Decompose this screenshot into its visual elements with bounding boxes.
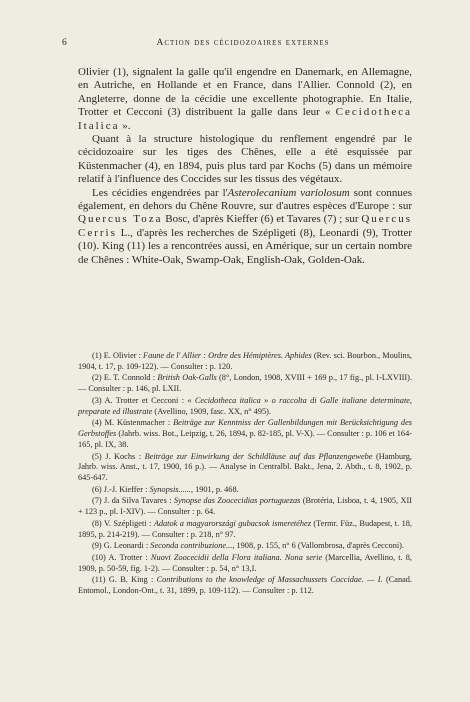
footnote-text: (9) G. Leonardi : xyxy=(92,541,151,551)
footnote-text: (3) A. Trotter et Cecconi : « xyxy=(92,395,195,405)
footnote-text: (10) A. Trotter : xyxy=(92,552,151,562)
page-number: 6 xyxy=(62,38,67,48)
footnote-title: British Oak-Galls xyxy=(157,373,217,383)
footnote-title: Synopsis...... xyxy=(149,484,191,494)
footnote-title: Cecidotheca italica xyxy=(194,395,261,405)
footnote-title: Nuovi Zoocecidii della Flora italiana. Nona serie xyxy=(150,552,323,562)
footnote-text: (2) E. T. Connold : xyxy=(92,373,158,383)
footnote-text: (4) M. Küstenmacher : xyxy=(92,418,174,428)
footnote xyxy=(78,553,412,575)
footnote-text: (Brotéria, Lisboa, t. 4, 1905, XII + 123 p., pl. I-XIV). — Consulter : p. 64. xyxy=(78,496,412,517)
footnote-text: (Marcellia, Avellino, t. 8, 1909, p. 50-59, fig. 1-2). — Consulter : p. 54, n° 13,I. xyxy=(78,552,412,573)
footnote xyxy=(78,452,412,485)
footnote xyxy=(78,575,412,597)
paragraph-3: Les cécidies engendrées par l'Asterolecanium variolosum sont connues également, en dehors du Chêne Rouvre, sur d'autres espèces d'Europe : sur Quercus Toza Bosc, d'après Kieffer (6) et Tavares (7) ; sur Quercus Cerris L., d'après les recherches de Szépligeti (8), Leonardi (9), Trotter (10). King (11) les a rencontrées aussi, en Amérique, sur un certain nombre de Chênes : White-Oak, Swamp-Oak, English-Oak, Golden-Oak. xyxy=(78,186,413,266)
footnote-text: (Rev. sci. Bourbon., Moulins, 1904, t. 17, p. 109-122). — Consulter : p. 120. xyxy=(78,351,412,371)
footnote-text: (Canad. Entomol., London-Ont., t. 31, 1899, p. 109-112). — Consulter : p. 112. xyxy=(78,575,412,595)
footnote-text: (Hamburg, Jahrb. wiss. Anst., t. 17, 1900, 16 p.). — Analyse in Centralbl. Bakt., Jena, 2. Abth., t. 8, 1902, p. 645-647. xyxy=(78,451,412,483)
spaced-latin-name: Quercus Cerris xyxy=(78,213,413,239)
footnotes xyxy=(78,351,412,597)
spaced-latin-name: Quercus Toza xyxy=(78,213,163,226)
footnote xyxy=(78,396,412,418)
footnote-text: (5) J. Kochs : xyxy=(92,451,145,461)
footnote xyxy=(78,519,412,541)
footnote-title: o raccolta di Galle italiane determinate, preparate ed illustrate xyxy=(78,395,413,416)
footnote-text: » xyxy=(260,395,272,405)
paragraph-1: Olivier (1), signalent la galle qu'il engendre en Danemark, en Allemagne, en Autriche, en Hollande et en France, dans l'Allier. Connold (2), en Angleterre, donne de la cécidie une excellente photographie. En Italie, Trotter et Cecconi (3) distribuent la galle dans leur « Cecidotheca Italica ». xyxy=(78,66,412,132)
footnote-title: Beiträge zur Einwirkung der Schildläuse auf das Pflanzengewebe xyxy=(144,451,373,461)
footnote-title: Contributions to the knowledge of Massachussets Coccidae. — I. xyxy=(156,575,383,585)
footnote-title: Adatok a magyarországi gubacsok ismeretéhez xyxy=(153,518,311,528)
paragraph-2: Quant à la structure histologique du renflement engendré par le cécidozoaire sur les tiges des Chênes, elle a été esquissée par Küstenmacher (4), en 1894, puis plus tard par Kochs (5) dans un mémoire relatif à l'influence des Coccides sur les tissus des végétaux. xyxy=(78,133,412,186)
footnote-title: Faune de l' Allier : Ordre des Hémiptères. Aphides xyxy=(143,351,312,360)
footnote-text: (11) G. B. King : xyxy=(92,575,157,585)
footnote-text: (8°, London, 1908, XVIII + 169 p., 17 fig., pl. I-LXVIII). — Consulter : p. 146, pl. LXII. xyxy=(78,373,413,394)
footnote-title: Synopse das Zoocecidias portuguezas xyxy=(173,496,301,506)
footnote xyxy=(78,485,412,496)
footnote xyxy=(78,541,412,552)
spaced-latin-name: Cecidotheca Italica xyxy=(78,106,412,132)
footnote-text: , 1901, p. 468. xyxy=(190,484,239,494)
footnote xyxy=(78,496,412,518)
footnote xyxy=(78,351,412,373)
page-header xyxy=(62,38,424,50)
footnote-title: Seconda contribuzione... xyxy=(150,541,233,551)
footnote xyxy=(78,373,412,395)
running-head: Action des cécidozoaires externes xyxy=(156,38,330,48)
footnote-text: (Termr. Füz., Budapest, t. 18, 1895, p. 214-219). — Consulter : p. 218, n° 97. xyxy=(78,518,413,539)
species-name: Asterolecanium variolosum xyxy=(227,186,350,199)
footnote xyxy=(78,418,412,451)
footnote-text: (6) J.-J. Kieffer : xyxy=(92,484,150,494)
footnote-text: , 1908, p. 155, n° 6 (Vallombrosa, d'après Cecconi). xyxy=(232,541,404,551)
footnote-text: (Avellino, 1909, fasc. XX, n° 495). xyxy=(152,406,271,416)
footnote-text: (8) V. Szépligeti : xyxy=(92,518,154,528)
footnote-text: (Jahrb. wiss. Bot., Leipzig, t. 26, 1894, p. 82-185, pl. V-X). — Consulter : p. 106 et 164-165, pl. IX, 38. xyxy=(78,429,412,450)
footnote-text: (1) E. Olivier : xyxy=(92,351,144,360)
main-text xyxy=(78,66,412,267)
footnote-text: (7) J. da Silva Tavares : xyxy=(92,496,174,506)
footnote-title: Beiträge zur Kenntniss der Gallenbildungen mit Berücksichtigung des Gerbstoffes xyxy=(78,418,412,439)
